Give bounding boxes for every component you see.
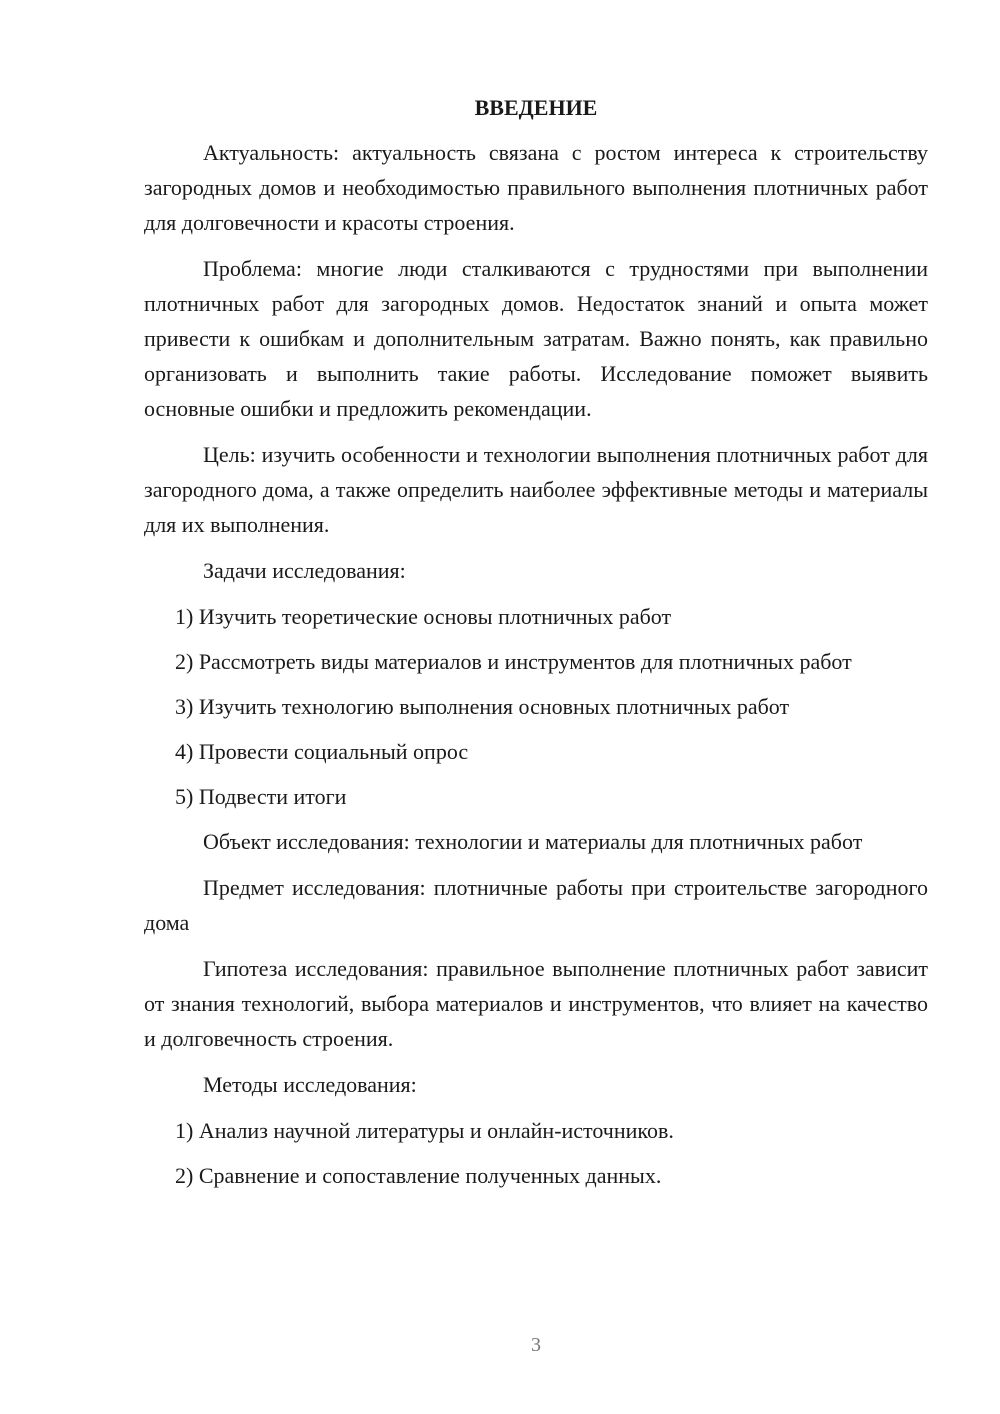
- problem-paragraph: Проблема: многие люди сталкиваются с трудностями при выполнении плотничных работ для загородных домов. Недостаток знаний и опыта может привести к ошибкам и дополнительным затратам. Важно понять, как правильно организовать и выполнить такие работы. Исследование поможет выявить основные ошибки и предложить рекомендации.: [144, 256, 928, 421]
- method-item: 2) Сравнение и сопоставление полученных данных.: [175, 1163, 662, 1188]
- task-item: 2) Рассмотреть виды материалов и инструментов для плотничных работ: [175, 649, 852, 674]
- page-content: [144, 90, 928, 1203]
- page-number: 3: [531, 1334, 541, 1356]
- subject-paragraph: Предмет исследования: плотничные работы при строительстве загородного дома: [144, 875, 928, 935]
- section-title: ВВЕДЕНИЕ: [474, 95, 598, 120]
- task-item: 4) Провести социальный опрос: [175, 739, 469, 764]
- goal-paragraph: Цель: изучить особенности и технологии выполнения плотничных работ для загородного дома, а также определить наиболее эффективные методы и материалы для их выполнения.: [144, 442, 928, 537]
- task-item: 5) Подвести итоги: [175, 784, 347, 809]
- task-item: 3) Изучить технологию выполнения основных плотничных работ: [175, 694, 790, 719]
- object-paragraph: Объект исследования: технологии и материалы для плотничных работ: [203, 829, 863, 854]
- task-item: 1) Изучить теоретические основы плотничных работ: [175, 604, 672, 629]
- methods-heading: Методы исследования:: [203, 1072, 417, 1097]
- hypothesis-paragraph: Гипотеза исследования: правильное выполнение плотничных работ зависит от знания технологий, выбора материалов и инструментов, что влияет на качество и долговечность строения.: [144, 956, 928, 1051]
- method-item: 1) Анализ научной литературы и онлайн-источников.: [175, 1118, 674, 1143]
- tasks-heading: Задачи исследования:: [203, 558, 406, 583]
- relevance-paragraph: Актуальность: актуальность связана с ростом интереса к строительству загородных домов и необходимостью правильного выполнения плотничных работ для долговечности и красоты строения.: [144, 140, 928, 235]
